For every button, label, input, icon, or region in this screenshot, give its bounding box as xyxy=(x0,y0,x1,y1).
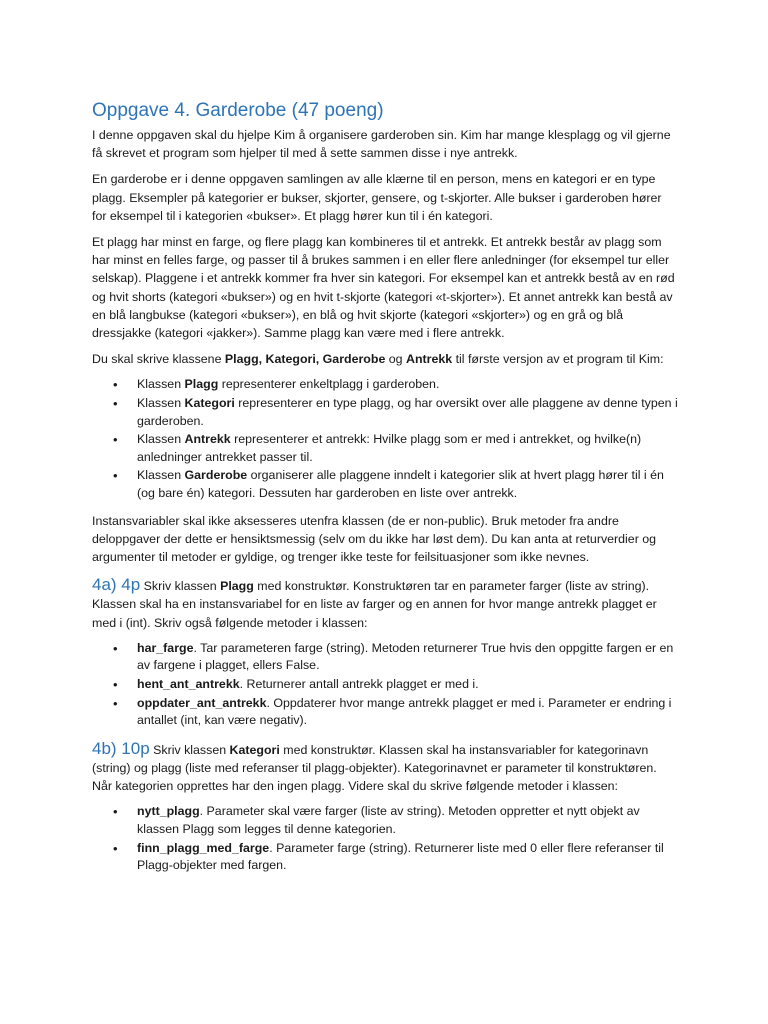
task-4a-method-list xyxy=(92,640,678,730)
list-item: • Klassen Garderobe organiserer alle plaggene inndelt i kategorier slik at hvert plagg hører til i én (og bare én) kategori. Dessuten har garderoben en liste over antrekk. xyxy=(137,467,678,502)
instance-variables-paragraph: Instansvariabler skal ikke aksesseres utenfra klassen (de er non-public). Bruk metoder fra andre deloppgaver der dette er hensiktsmessig (selv om du ikke har løst dem). Du kan anta at returverdier og argumenter til metoder er gyldige, og trenger ikke teste for feilsituasjoner som ikke nevnes. xyxy=(92,513,657,564)
class-list xyxy=(92,376,678,502)
task-4b-number: 4b) 10p xyxy=(92,738,150,758)
list-item: • hent_ant_antrekk. Returnerer antall antrekk plagget er med i. xyxy=(137,676,678,694)
list-item: • nytt_plagg. Parameter skal være farger (liste av string). Metoden oppretter et nytt objekt av klassen Plagg som legges til denne kategorien. xyxy=(137,803,678,838)
task-4a-number: 4a) 4p xyxy=(92,575,141,595)
task-4a-paragraph: 4a) 4p Skriv klassen Plagg med konstruktør. Konstruktøren tar en parameter farger (liste av string). Klassen skal ha en instansvariabel for en liste av farger og en annen for hvor mange antrekk plagget er med i (int). Skriv også følgende metoder i klassen: xyxy=(92,575,657,630)
list-item: • Klassen Plagg representerer enkeltplagg i garderoben. xyxy=(137,376,678,394)
plagg-paragraph: Et plagg har minst en farge, og flere plagg kan kombineres til et antrekk. Et antrekk består av plagg som har minst en felles farge, og passer til å brukes sammen i en eller flere anledninger (for eksempel tur eller selskap). Plaggene i et antrekk kommer fra hver sin kategori. For eksempel kan et antrekk bestå av en rød og hvit shorts (kategori «bukser») og en hvit t-skjorte (kategori «t-skjorter»). Et annet antrekk kan bestå av en blå langbukse (kategori «bukser»), en blå og hvit skjorte (kategori «skjorter») og en grå og blå dressjakke (kategori «jakker»). Samme plagg kan være med i flere antrekk. xyxy=(92,235,675,341)
list-item: • Klassen Kategori representerer en type plagg, og har oversikt over alle plaggene av denne typen i garderoben. xyxy=(137,395,678,430)
intro-paragraph: I denne oppgaven skal du hjelpe Kim å organisere garderoben sin. Kim har mange klesplagg og vil gjerne få skrevet et program som hjelper til med å sette sammen disse i nye antrekk. xyxy=(92,128,671,161)
task-4b-paragraph: 4b) 10p Skriv klassen Kategori med konstruktør. Klassen skal ha instansvariabler for kategorinavn (string) og plagg (liste med referanser til plagg-objekter). Kategorinavnet er parameter til konstruktøren. Når kategorien opprettes har den ingen plagg. Videre skal du skrive følgende metoder i klassen: xyxy=(92,738,657,794)
list-item: • oppdater_ant_antrekk. Oppdaterer hvor mange antrekk plagget er med i. Parameter er endring i antallet (int, kan være negativ). xyxy=(137,695,678,730)
list-item: • har_farge. Tar parameteren farge (string). Metoden returnerer True hvis den oppgitte fargen er en av fargene i plagget, ellers False. xyxy=(137,640,678,675)
garderobe-paragraph: En garderobe er i denne oppgaven samlingen av alle klærne til en person, mens en kategori er en type plagg. Eksempler på kategorier er bukser, skjorter, gensere, og t-skjorter. Alle bukser i garderoben hører for eksempel til i kategorien «bukser». Et plagg hører kun til i én kategori. xyxy=(92,172,662,223)
section-heading: Oppgave 4. Garderobe (47 poeng) xyxy=(92,100,384,121)
task-4b-method-list xyxy=(92,803,678,874)
list-item: • Klassen Antrekk representerer et antrekk: Hvilke plagg som er med i antrekket, og hvilke(n) anledninger antrekket passer til. xyxy=(137,431,678,466)
list-item: • finn_plagg_med_farge. Parameter farge (string). Returnerer liste med 0 eller flere referanser til Plagg-objekter med fargen. xyxy=(137,840,678,875)
classes-intro-paragraph: Du skal skrive klassene Plagg, Kategori, Garderobe og Antrekk til første versjon av et program til Kim: xyxy=(92,352,664,367)
